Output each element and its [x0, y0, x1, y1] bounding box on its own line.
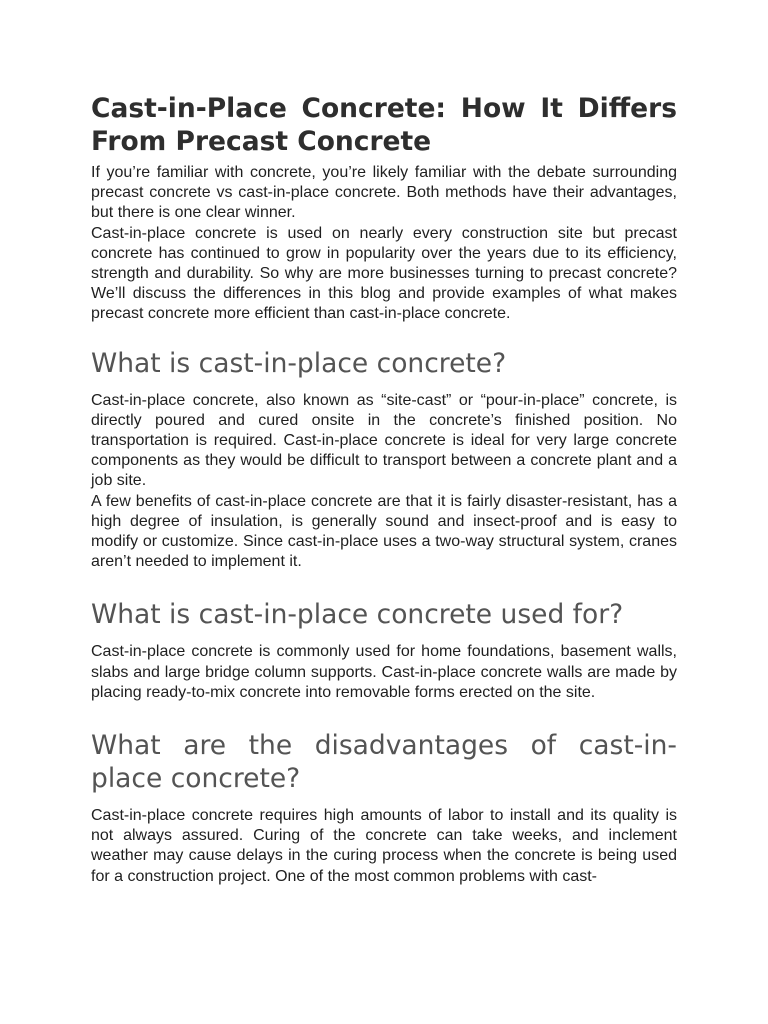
section-heading-disadvantages: What are the disadvantages of cast-in-place concrete? [91, 730, 677, 795]
section-1-paragraph-1: Cast-in-place concrete, also known as “site-cast” or “pour-in-place” concrete, is directly poured and cured onsite in the concrete’s finished position. No transportation is required. Cast-in-place concrete is ideal for very large concrete components as they would be difficult to transport between a concrete plant and a job site. [91, 391, 677, 490]
document-title: Cast-in-Place Concrete: How It Differs From Precast Concrete [91, 93, 677, 157]
section-heading-used-for: What is cast-in-place concrete used for? [91, 599, 624, 631]
section-3-paragraph-1: Cast-in-place concrete requires high amounts of labor to install and its quality is not always assured. Curing of the concrete can take weeks, and inclement weather may cause delays in the curing process when the concrete is being used for a construction project. One of the most common problems with cast- [91, 807, 677, 885]
section-2-paragraph-1: Cast-in-place concrete is commonly used for home foundations, basement walls, slabs and large bridge column supports. Cast-in-place concrete walls are made by placing ready-to-mix concrete into removable forms erected on the site. [91, 643, 677, 701]
intro-paragraph-2: Cast-in-place concrete is used on nearly every construction site but precast concrete has continued to grow in popularity over the years due to its efficiency, strength and durability. So why are more businesses turning to precast concrete? We’ll discuss the differences in this blog and provide examples of what makes precast concrete more efficient than cast-in-place concrete. [91, 224, 677, 323]
section-1-paragraph-2: A few benefits of cast-in-place concrete are that it is fairly disaster-resistant, has a high degree of insulation, is generally sound and insect-proof and is easy to modify or customize. Since cast-in-place uses a two-way structural system, cranes aren’t needed to implement it. [91, 492, 677, 571]
intro-paragraph-1: If you’re familiar with concrete, you’re likely familiar with the debate surrounding precast concrete vs cast-in-place concrete. Both methods have their advantages, but there is one clear winner. [91, 164, 677, 222]
section-heading-what-is: What is cast-in-place concrete? [91, 347, 507, 379]
